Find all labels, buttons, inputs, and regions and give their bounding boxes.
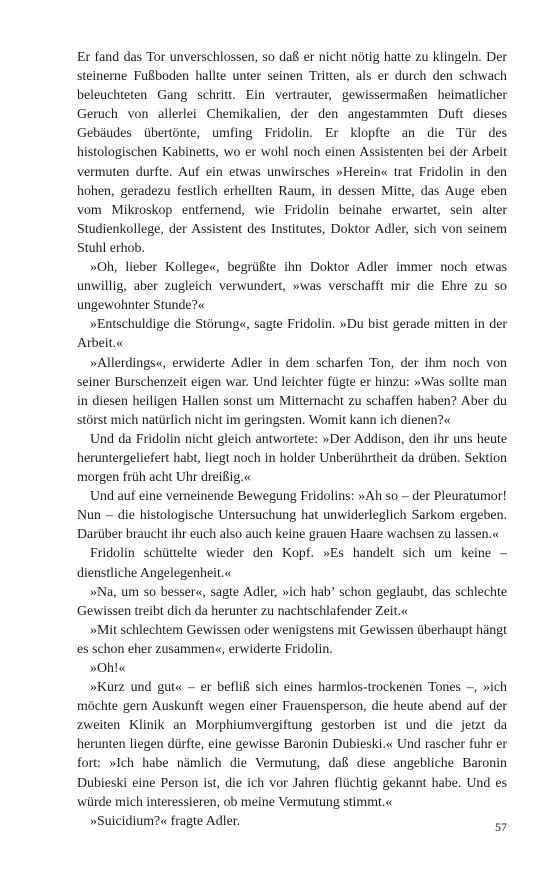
paragraph: »Suicidium?« fragte Adler. [90, 813, 241, 829]
paragraph: Fridolin schüttelte wieder den Kopf. »Es handelt sich um keine – dienstliche Angelegenheit.« [77, 546, 507, 581]
paragraph: »Oh!« [90, 661, 126, 676]
paragraph: »Entschuldige die Störung«, sagte Fridolin. »Du bist gerade mitten in der Arbeit.« [77, 317, 507, 352]
paragraph: Und da Fridolin nicht gleich antwortete: »Der Addison, den ihr uns heute heruntergeliefert habt, liegt noch in holder Unberührtheit da drüben. Sektion morgen früh acht Uhr dreißig.« [77, 431, 507, 486]
page-number: 57 [495, 820, 507, 834]
paragraph: »Oh, lieber Kollege«, begrüßte ihn Doktor Adler immer noch etwas unwillig, aber zugleich verwundert, »was verschafft mir die Ehre zu so ungewohnter Stunde?« [77, 260, 507, 314]
paragraph: »Na, um so besser«, sagte Adler, »ich hab’ schon geglaubt, das schlechte Gewissen treibt dich da herunter zu nachtschlafender Zeit.« [77, 584, 507, 619]
paragraph: »Kurz und gut« – er befliß sich eines harmlos-trockenen Tones –, »ich möchte gern Auskunft wegen einer Frauensperson, die heute abend auf der zweiten Klinik an Morphiumvergiftung gestorben ist und die jetzt da herunten liegen dürfte, eine gewisse Baronin Dubieski.« Und rascher fuhr er fort: »Ich habe nämlich die Vermutung, daß diese angebliche Baronin Dubieski eine Person ist, die ich vor Jahren flüchtig gekannt habe. Und es würde mich interessieren, ob meine Vermutung stimmt.« [77, 680, 507, 810]
paragraph: »Allerdings«, erwiderte Adler in dem scharfen Ton, der ihm noch von seiner Burschenzeit eigen war. Und leichter fügte er hinzu: »Was sollte man in diesen heiligen Hallen sonst um Mitternacht zu schaffen haben? Aber du störst mich natürlich nicht im geringsten. Womit kann ich dienen?« [77, 355, 507, 428]
paragraph: Er fand das Tor unverschlossen, so daß er nicht nötig hatte zu klingeln. Der steinerne Fußboden hallte unter seinen Tritten, als er durch den schwach beleuchteten Gang schritt. Ein vertrauter, gewissermaßen heimatlicher Geruch von allerlei Chemikalien, der den angestammten Duft dieses Gebäudes übertönte, umfing Fridolin. Er klopfte an die Tür des histologischen Kabinetts, wo er wohl noch einen Assistenten bei der Arbeit vermuten durfte. Auf ein etwas unwirsches »Herein« trat Fridolin in den hohen, geradezu festlich erhellten Raum, in dessen Mitte, das Auge eben vom Mikroskop entfernend, wie Fridolin beinahe erwartet, sein alter Studienkollege, der Assistent des Institutes, Doktor Adler, sich von seinem Stuhl erhob. [77, 50, 507, 256]
book-page-text [77, 48, 507, 831]
paragraph: »Mit schlechtem Gewissen oder wenigstens mit Gewissen überhaupt hängt es schon eher zusammen«, erwiderte Fridolin. [77, 622, 507, 657]
paragraph: Und auf eine verneinende Bewegung Fridolins: »Ah so – der Pleuratumor! Nun – die histologische Untersuchung hat unwiderleglich Sarkom ergeben. Darüber braucht ihr euch also auch keine grauen Haare wachsen zu lassen.« [77, 489, 507, 543]
